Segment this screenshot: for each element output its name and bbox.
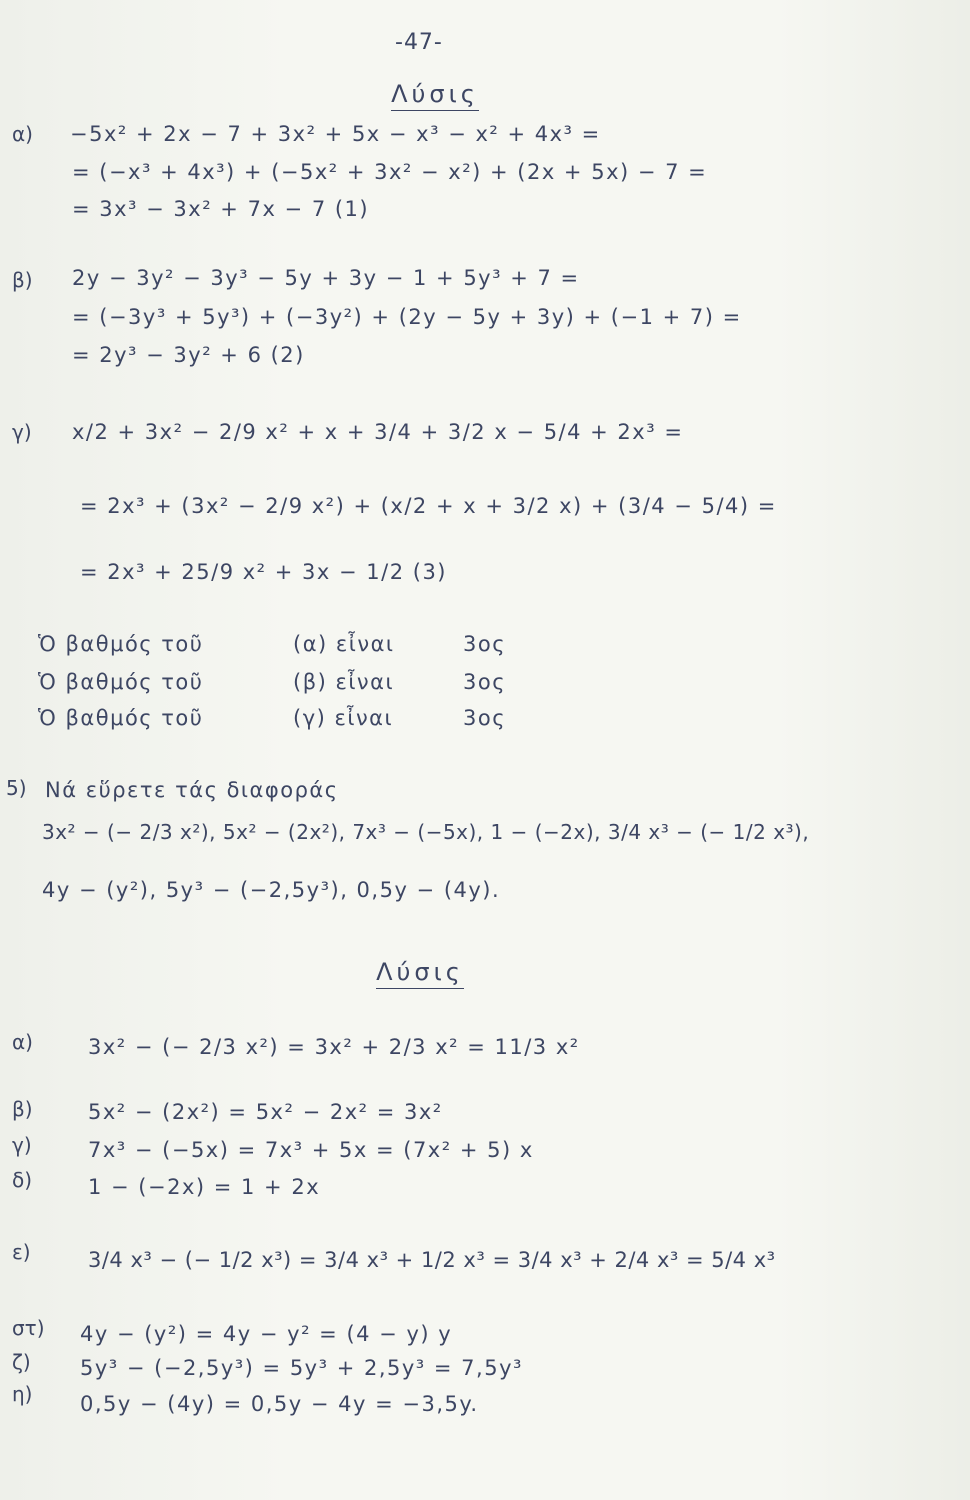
degree-row-a <box>38 632 638 662</box>
solution-label: στ) <box>12 1316 45 1340</box>
exercise-5-line-1: 3x² − (− 2/3 x²), 5x² − (2x²), 7x³ − (−5x), 1 − (−2x), 3/4 x³ − (− 1/2 x³), <box>42 820 810 844</box>
degree-subject: Ὁ βαθμός τοῦ <box>38 632 204 656</box>
part-a-line-3: = 3x³ − 3x² + 7x − 7 (1) <box>72 197 370 221</box>
part-a-line-2: = (−x³ + 4x³) + (−5x² + 3x² − x²) + (2x + 5x) − 7 = <box>72 160 708 184</box>
part-a-line-1: −5x² + 2x − 7 + 3x² + 5x − x³ − x² + 4x³ = <box>70 122 601 146</box>
solution-line: 7x³ − (−5x) = 7x³ + 5x = (7x² + 5) x <box>88 1138 534 1162</box>
solution-title-2 <box>345 958 495 986</box>
degree-subject: Ὁ βαθμός τοῦ <box>38 706 204 730</box>
part-c-line-1: x/2 + 3x² − 2/9 x² + x + 3/4 + 3/2 x − 5/4 + 2x³ = <box>72 420 684 444</box>
degree-part: (γ) εἶναι <box>293 706 394 730</box>
solution-line: 1 − (−2x) = 1 + 2x <box>88 1175 321 1199</box>
part-c-line-3: = 2x³ + 25/9 x² + 3x − 1/2 (3) <box>80 560 448 584</box>
exercise-5-line-2: 4y − (y²), 5y³ − (−2,5y³), 0,5y − (4y). <box>42 878 501 902</box>
solution-label: η) <box>12 1382 33 1406</box>
solution-label: δ) <box>12 1168 33 1192</box>
degree-part: (α) εἶναι <box>293 632 395 656</box>
part-b-line-1: 2y − 3y² − 3y³ − 5y + 3y − 1 + 5y³ + 7 = <box>72 266 580 290</box>
solution-line: 5x² − (2x²) = 5x² − 2x² = 3x² <box>88 1100 443 1124</box>
degree-part: (β) εἶναι <box>293 670 395 694</box>
solution-label: β) <box>12 1097 33 1121</box>
solution-title-1 <box>360 80 510 108</box>
part-c-line-2: = 2x³ + (3x² − 2/9 x²) + (x/2 + x + 3/2 x) + (3/4 − 5/4) = <box>80 494 777 518</box>
degree-subject: Ὁ βαθμός τοῦ <box>38 670 204 694</box>
solution-line: 0,5y − (4y) = 0,5y − 4y = −3,5y. <box>80 1392 479 1416</box>
degree-row-b <box>38 670 638 700</box>
solution-line: 4y − (y²) = 4y − y² = (4 − y) y <box>80 1322 453 1346</box>
solution-title-2-text: Λύσις <box>376 958 464 989</box>
part-b-label: β) <box>12 268 33 292</box>
solution-label: ε) <box>12 1240 31 1264</box>
part-b-line-3: = 2y³ − 3y² + 6 (2) <box>72 343 305 367</box>
solution-line: 3x² − (− 2/3 x²) = 3x² + 2/3 x² = 11/3 x² <box>88 1035 580 1059</box>
degree-row-c <box>38 706 638 736</box>
solution-label: ζ) <box>12 1350 31 1374</box>
page-number: -47- <box>395 30 443 55</box>
part-c-label: γ) <box>12 420 32 444</box>
solution-label: α) <box>12 1030 33 1054</box>
solution-label: γ) <box>12 1133 32 1157</box>
part-a-label: α) <box>12 122 33 146</box>
solution-title-1-text: Λύσις <box>391 80 479 111</box>
solution-line: 3/4 x³ − (− 1/2 x³) = 3/4 x³ + 1/2 x³ = 3/4 x³ + 2/4 x³ = 5/4 x³ <box>88 1248 776 1272</box>
degree-value: 3ος <box>463 670 507 694</box>
exercise-5-prompt: Νά εὕρετε τάς διαφοράς <box>45 778 339 802</box>
part-b-line-2: = (−3y³ + 5y³) + (−3y²) + (2y − 5y + 3y) + (−1 + 7) = <box>72 305 742 329</box>
degree-value: 3ος <box>463 706 507 730</box>
degree-value: 3ος <box>463 632 507 656</box>
exercise-5-label: 5) <box>6 776 27 800</box>
solution-line: 5y³ − (−2,5y³) = 5y³ + 2,5y³ = 7,5y³ <box>80 1356 523 1380</box>
